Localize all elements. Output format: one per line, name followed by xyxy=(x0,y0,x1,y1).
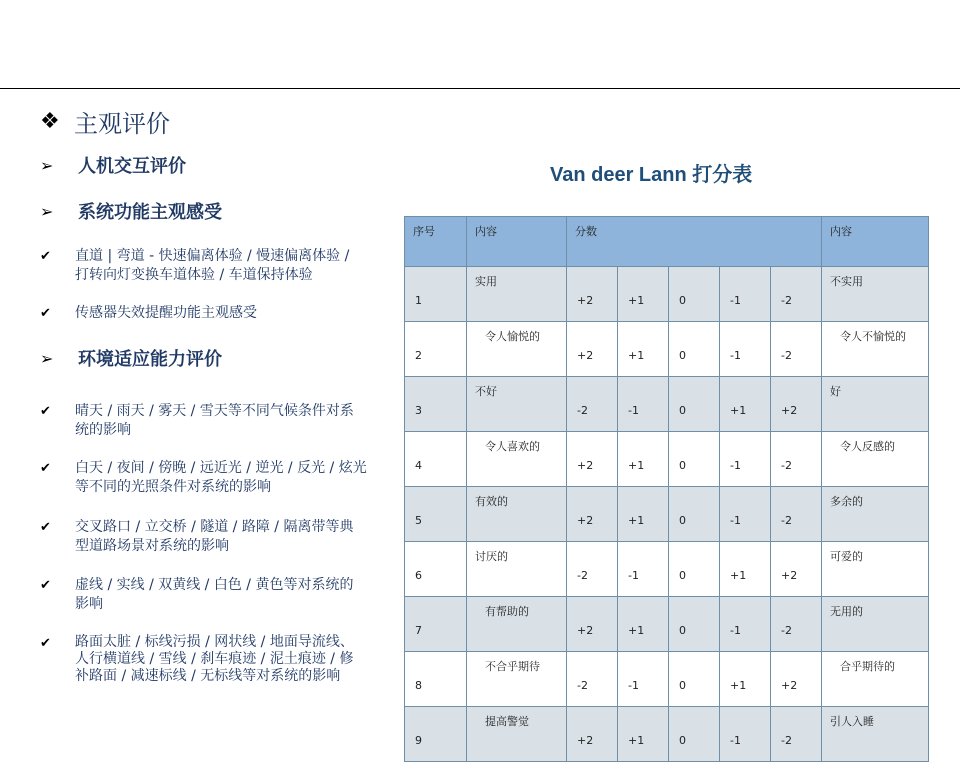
score-cell: -2 xyxy=(771,267,822,322)
check-line: 人行横道线 / 雪线 / 刹车痕迹 / 泥土痕迹 / 修 xyxy=(75,651,354,667)
header-no: 序号 xyxy=(405,217,467,267)
score-cell: -2 xyxy=(771,707,822,762)
score-cell: -2 xyxy=(771,322,822,377)
row-right-term: 多余的 xyxy=(822,487,929,542)
check-line: 路面太脏 / 标线污损 / 网状线 / 地面导流线、 xyxy=(75,634,354,650)
section-heading-text: 人机交互评价 xyxy=(78,156,186,177)
check-line: 白天 / 夜间 / 傍晚 / 远近光 / 逆光 / 反光 / 炫光 xyxy=(75,460,367,476)
score-cell: -1 xyxy=(618,542,669,597)
score-cell: +2 xyxy=(567,322,618,377)
table-row xyxy=(405,432,929,487)
row-left-term: 有效的 xyxy=(467,487,567,542)
score-cell: +2 xyxy=(567,707,618,762)
score-cell: -2 xyxy=(771,487,822,542)
row-left-term: 不合乎期待 xyxy=(467,652,567,707)
score-cell: +1 xyxy=(618,432,669,487)
check-line: 直道 | 弯道 - 快速偏离体验 / 慢速偏离体验 / xyxy=(75,248,350,264)
checkmark-icon: ✔ xyxy=(40,404,51,419)
section-heading-text: 系统功能主观感受 xyxy=(78,202,222,223)
score-cell: +1 xyxy=(720,652,771,707)
arrow-bullet-icon: ➢ xyxy=(40,155,54,175)
top-divider xyxy=(0,88,960,89)
score-cell: +1 xyxy=(618,322,669,377)
row-left-term: 令人喜欢的 xyxy=(467,432,567,487)
row-number: 6 xyxy=(405,542,467,597)
score-cell: +1 xyxy=(618,707,669,762)
table-title: Van deer Lann 打分表 xyxy=(550,164,753,186)
score-cell: +2 xyxy=(567,487,618,542)
row-right-term: 令人反感的 xyxy=(822,432,929,487)
check-line: 晴天 / 雨天 / 雾天 / 雪天等不同气候条件对系 xyxy=(75,403,354,419)
check-line: 虚线 / 实线 / 双黄线 / 白色 / 黄色等对系统的 xyxy=(75,577,354,593)
row-right-term: 可爱的 xyxy=(822,542,929,597)
score-cell: -2 xyxy=(771,597,822,652)
section-heading-environment xyxy=(40,345,222,371)
score-cell: -1 xyxy=(720,267,771,322)
van-der-laan-table xyxy=(404,216,929,762)
score-cell: +2 xyxy=(771,652,822,707)
row-right-term: 好 xyxy=(822,377,929,432)
checkmark-icon: ✔ xyxy=(40,461,51,476)
row-number: 5 xyxy=(405,487,467,542)
row-number: 7 xyxy=(405,597,467,652)
checkmark-icon: ✔ xyxy=(40,520,51,535)
score-cell: +2 xyxy=(567,432,618,487)
row-left-term: 不好 xyxy=(467,377,567,432)
check-line: 型道路场景对系统的影响 xyxy=(75,538,229,554)
score-cell: +2 xyxy=(567,267,618,322)
score-cell: -1 xyxy=(720,597,771,652)
row-left-term: 令人愉悦的 xyxy=(467,322,567,377)
table-row xyxy=(405,487,929,542)
table-row xyxy=(405,597,929,652)
main-heading xyxy=(40,104,170,139)
score-cell: +2 xyxy=(771,377,822,432)
score-cell: 0 xyxy=(669,432,720,487)
row-number: 9 xyxy=(405,707,467,762)
score-cell: -2 xyxy=(567,542,618,597)
check-item xyxy=(40,518,410,556)
score-cell: +1 xyxy=(720,542,771,597)
score-cell: 0 xyxy=(669,707,720,762)
score-cell: 0 xyxy=(669,542,720,597)
score-cell: +2 xyxy=(771,542,822,597)
check-item xyxy=(40,634,410,685)
score-cell: +1 xyxy=(618,487,669,542)
score-cell: -2 xyxy=(567,377,618,432)
score-cell: 0 xyxy=(669,487,720,542)
score-cell: 0 xyxy=(669,322,720,377)
score-cell: 0 xyxy=(669,597,720,652)
score-cell: +1 xyxy=(618,267,669,322)
arrow-bullet-icon: ➢ xyxy=(40,201,54,221)
check-item xyxy=(40,459,420,497)
row-number: 4 xyxy=(405,432,467,487)
score-cell: 0 xyxy=(669,652,720,707)
header-right: 内容 xyxy=(822,217,929,267)
row-number: 8 xyxy=(405,652,467,707)
check-line: 传感器失效提醒功能主观感受 xyxy=(75,305,257,321)
row-number: 2 xyxy=(405,322,467,377)
main-heading-text: 主观评价 xyxy=(74,110,170,138)
check-line: 打转向灯变换车道体验 / 车道保持体验 xyxy=(75,267,313,283)
check-line: 补路面 / 减速标线 / 无标线等对系统的影响 xyxy=(75,668,341,684)
row-left-term: 讨厌的 xyxy=(467,542,567,597)
check-line: 交叉路口 / 立交桥 / 隧道 / 路障 / 隔离带等典 xyxy=(75,519,354,535)
table-row xyxy=(405,267,929,322)
row-right-term: 无用的 xyxy=(822,597,929,652)
check-line: 等不同的光照条件对系统的影响 xyxy=(75,479,271,495)
check-item xyxy=(40,402,410,440)
score-cell: -2 xyxy=(567,652,618,707)
score-cell: -1 xyxy=(720,322,771,377)
table-row xyxy=(405,322,929,377)
score-cell: -1 xyxy=(720,432,771,487)
section-heading-text: 环境适应能力评价 xyxy=(78,349,222,370)
section-heading-hmi xyxy=(40,152,186,178)
row-number: 3 xyxy=(405,377,467,432)
row-right-term: 引人入睡 xyxy=(822,707,929,762)
score-cell: +2 xyxy=(567,597,618,652)
header-left: 内容 xyxy=(467,217,567,267)
check-item xyxy=(40,247,410,285)
table-row xyxy=(405,542,929,597)
arrow-bullet-icon: ➢ xyxy=(40,348,54,368)
section-heading-function xyxy=(40,198,222,224)
table-row xyxy=(405,652,929,707)
diamond-bullet-icon: ❖ xyxy=(40,109,60,134)
score-cell: -1 xyxy=(618,652,669,707)
table-header-row xyxy=(405,217,929,267)
score-cell: -1 xyxy=(720,487,771,542)
row-right-term: 令人不愉悦的 xyxy=(822,322,929,377)
score-cell: -1 xyxy=(618,377,669,432)
score-cell: 0 xyxy=(669,377,720,432)
check-item xyxy=(40,576,410,614)
checkmark-icon: ✔ xyxy=(40,578,51,593)
header-score: 分数 xyxy=(567,217,822,267)
table-row xyxy=(405,707,929,762)
score-cell: -2 xyxy=(771,432,822,487)
row-left-term: 有帮助的 xyxy=(467,597,567,652)
row-left-term: 实用 xyxy=(467,267,567,322)
checkmark-icon: ✔ xyxy=(40,249,51,264)
score-cell: 0 xyxy=(669,267,720,322)
table-row xyxy=(405,377,929,432)
row-right-term: 合乎期待的 xyxy=(822,652,929,707)
check-item xyxy=(40,304,410,323)
row-left-term: 提高警觉 xyxy=(467,707,567,762)
row-right-term: 不实用 xyxy=(822,267,929,322)
check-line: 统的影响 xyxy=(75,422,131,438)
score-cell: -1 xyxy=(720,707,771,762)
score-cell: +1 xyxy=(720,377,771,432)
score-cell: +1 xyxy=(618,597,669,652)
checkmark-icon: ✔ xyxy=(40,306,51,321)
row-number: 1 xyxy=(405,267,467,322)
check-line: 影响 xyxy=(75,596,103,612)
checkmark-icon: ✔ xyxy=(40,636,51,651)
